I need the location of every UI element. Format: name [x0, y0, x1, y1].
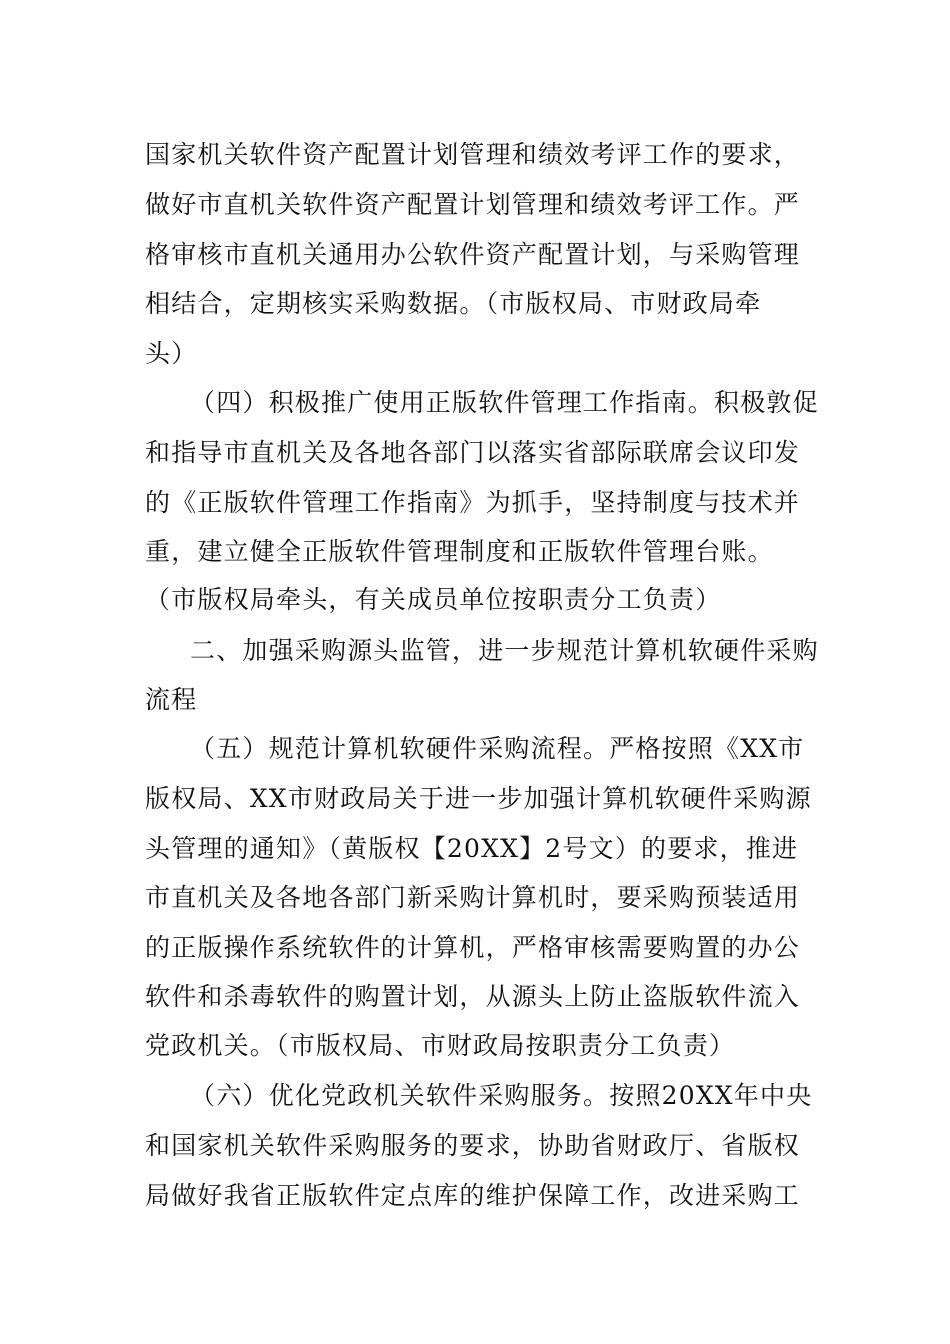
- text-line: 的《正版软件管理工作指南》为抓手，坚持制度与技术并: [145, 488, 801, 517]
- paragraph-heading-6: （六）优化党政机关软件采购服务。按照20XX年中央: [190, 1081, 813, 1110]
- text-line: 格审核市直机关通用办公软件资产配置计划，与采购管理: [145, 240, 801, 269]
- text-line: 局做好我省正版软件定点库的维护保障工作，改进采购工: [145, 1181, 801, 1210]
- text-line: 版权局、XX市财政局关于进一步加强计算机软硬件采购源: [145, 784, 812, 813]
- text-line: 软件和杀毒软件的购置计划，从源头上防止盗版软件流入: [145, 982, 801, 1011]
- text-line: 做好市直机关软件资产配置计划管理和绩效考评工作。严: [145, 190, 801, 219]
- text-line: 的正版操作系统软件的计算机，严格审核需要购置的办公: [145, 933, 801, 962]
- text-line: 相结合，定期核实采购数据。（市版权局、市财政局牵: [145, 289, 762, 318]
- text-line: 流程: [145, 685, 198, 714]
- text-line: （市版权局牵头，有关成员单位按职责分工负责）: [145, 585, 722, 614]
- section-heading-2: 二、加强采购源头监管，进一步规范计算机软硬件采购: [190, 636, 819, 665]
- text-line: 市直机关及各地各部门新采购计算机时，要采购预装适用: [145, 883, 801, 912]
- text-line: 重，建立健全正版软件管理制度和正版软件管理台账。: [145, 537, 774, 566]
- text-line: 国家机关软件资产配置计划管理和绩效考评工作的要求，: [145, 140, 801, 169]
- text-line: 和指导市直机关及各地各部门以落实省部际联席会议印发: [145, 438, 801, 467]
- text-line: 党政机关。（市版权局、市财政局按职责分工负责）: [145, 1031, 736, 1060]
- text-line: 头）: [145, 339, 198, 368]
- paragraph-heading-4: （四）积极推广使用正版软件管理工作指南。积极敦促: [190, 388, 819, 417]
- text-line: 头管理的通知》（黄版权【20XX】2号文）的要求，推进: [145, 834, 799, 863]
- text-line: 和国家机关软件采购服务的要求，协助省财政厅、省版权: [145, 1131, 801, 1160]
- paragraph-heading-5: （五）规范计算机软硬件采购流程。严格按照《XX市: [190, 734, 805, 763]
